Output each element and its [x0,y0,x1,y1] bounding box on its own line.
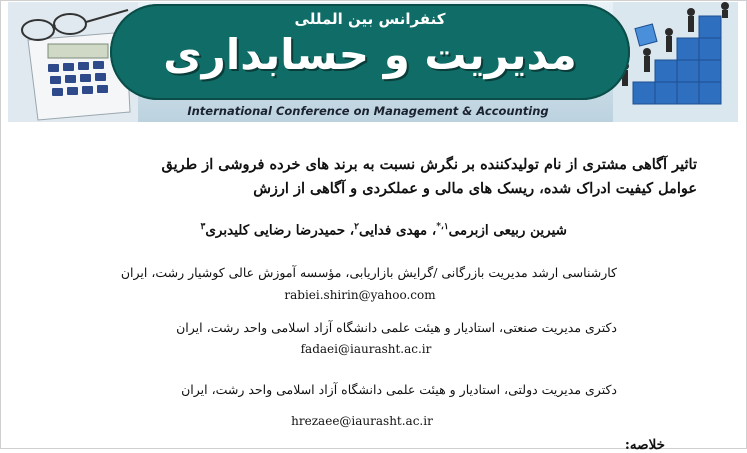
conference-banner [8,2,738,122]
author-email-3[interactable]: hrezaee@iaurasht.ac.ir [291,414,433,428]
banner-title: مدیریت و حسابداری [163,30,577,79]
affiliation-1: کارشناسی ارشد مدیریت بازرگانی /گرایش بازاریابی، مؤسسه آموزش عالی کوشیار رشت، ایران [120,265,617,280]
author-name: شیرین ربیعی ازبرمی [448,222,567,239]
author-email-2[interactable]: fadaei@iaurasht.ac.ir [300,342,432,356]
author-superscript: ۳ [200,222,206,232]
banner-english-title: International Conference on Management & Accounting [187,104,549,118]
paper-title [37,153,697,201]
author-email-1[interactable]: rabiei.shirin@yahoo.com [284,288,436,302]
abstract-heading: خلاصه: [624,437,665,453]
author-superscript: ۱،* [436,222,449,232]
author-superscript: ۲ [354,222,360,232]
affiliation-3: دکتری مدیریت دولتی، استادیار و هیئت علمی دانشگاه آزاد اسلامی واحد رشت، ایران [181,382,617,397]
author-name: حمیدرضا رضایی کلیدبری [205,222,346,239]
author-list: شیرین ربیعی ازبرمی$^{۱،*}$، مهدی فدایی$^۲$، حمیدرضا رضایی کلیدبری$^۳$ [200,222,567,239]
author-name: مهدی فدایی [359,222,428,239]
paper-title-line-2: عوامل کیفیت ادراک شده، ریسک های مالی و عملکردی و آگاهی از ارزش [253,180,697,197]
puzzle-team-illustration [613,2,738,122]
banner-subtitle: کنفرانس بین المللی [294,10,446,28]
paper-title-line-1: تاثیر آگاهی مشتری از نام تولیدکننده بر نگرش نسبت به برند های خرده فروشی از طریق [161,156,697,173]
banner-title-box [110,4,630,100]
affiliation-2: دکتری مدیریت صنعتی، استادیار و هیئت علمی دانشگاه آزاد اسلامی واحد رشت، ایران [176,320,617,335]
